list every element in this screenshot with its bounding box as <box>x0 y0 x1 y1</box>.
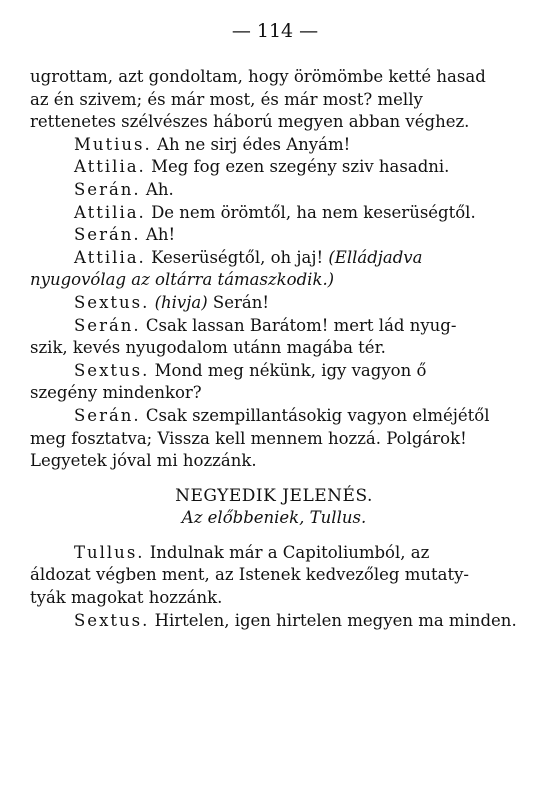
text-line-2: az én szivem; és már most, és már most? melly <box>30 89 423 109</box>
scene-heading: NEGYEDIK JELENÉS. <box>175 485 373 506</box>
speaker-name: Mutius. <box>74 134 152 154</box>
dialogue-line <box>30 247 518 270</box>
speech-text: Csak lassan Barátom! mert lád nyug- <box>145 315 457 335</box>
speaker-name: Attilia. <box>74 202 146 222</box>
speech-continuation: Legyetek jóval mi hozzánk. <box>30 451 257 471</box>
stage-direction: (Elládjadva <box>328 247 423 267</box>
speaker-name: Sextus. <box>74 610 150 630</box>
speaker-name: Sextus. <box>74 292 150 312</box>
dialogue-line <box>30 156 518 179</box>
speaker-name: Serán. <box>74 179 141 199</box>
dialogue-line <box>30 315 518 338</box>
text-line-3: rettenetes szélvészes háború megyen abban véghez. <box>30 112 470 132</box>
speaker-name: Attilia. <box>74 247 146 267</box>
speaker-name: Serán. <box>74 405 141 425</box>
dialogue-line <box>30 179 518 202</box>
dialogue-line <box>30 542 518 565</box>
speaker-name: Attilia. <box>74 157 146 177</box>
scene-subheading: Az előbbeniek, Tullus. <box>181 508 367 528</box>
stage-direction-continuation: nyugovólag az oltárra támaszkodik.) <box>30 270 335 290</box>
speech-text: Keserüségtől, oh jaj! <box>151 247 324 267</box>
page-body <box>30 66 518 632</box>
spacer <box>30 473 518 485</box>
speech-text: Ah! <box>145 225 176 245</box>
speech-text: Serán! <box>212 292 269 312</box>
speaker-name: Serán. <box>74 225 141 245</box>
speaker-name: Sextus. <box>74 360 150 380</box>
speaker-name: Serán. <box>74 315 141 335</box>
dialogue-line <box>30 610 518 633</box>
speech-text: Mond meg nékünk, igy vagyon ő <box>154 360 427 380</box>
dialogue-line <box>30 224 518 247</box>
dialogue-line <box>30 292 518 315</box>
dialogue-line <box>30 405 518 428</box>
stage-direction: (hivja) <box>154 292 208 312</box>
speech-continuation: szik, kevés nyugodalom utánn magába tér. <box>30 338 386 358</box>
speech-continuation: szegény mindenkor? <box>30 383 202 403</box>
speech-text: Indulnak már a Capitoliumból, az <box>149 542 430 562</box>
speech-text: Hirtelen, igen hirtelen megyen ma minden. <box>154 610 517 630</box>
speech-text: Ah. <box>145 179 174 199</box>
speech-text: Csak szempillantásokig vagyon elméjétől <box>145 405 490 425</box>
speech-continuation: áldozat végben ment, az Istenek kedvezőleg mutaty- <box>30 565 469 585</box>
speaker-name: Tullus. <box>74 542 145 562</box>
dialogue-line <box>30 134 518 157</box>
dialogue-line <box>30 202 518 225</box>
speech-text: Ah ne sirj édes Anyám! <box>157 134 351 154</box>
speech-text: De nem örömtől, ha nem keserüségtől. <box>151 202 476 222</box>
dialogue-line <box>30 360 518 383</box>
speech-continuation: meg fosztatva; Vissza kell mennem hozzá. Polgárok! <box>30 428 467 448</box>
speech-text: Meg fog ezen szegény sziv hasadni. <box>151 157 450 177</box>
speech-continuation: tyák magokat hozzánk. <box>30 588 223 608</box>
spacer <box>30 530 518 542</box>
text-line-1: ugrottam, azt gondoltam, hogy örömömbe ketté hasad <box>30 67 486 86</box>
page-number-header: — 114 — <box>231 20 319 42</box>
